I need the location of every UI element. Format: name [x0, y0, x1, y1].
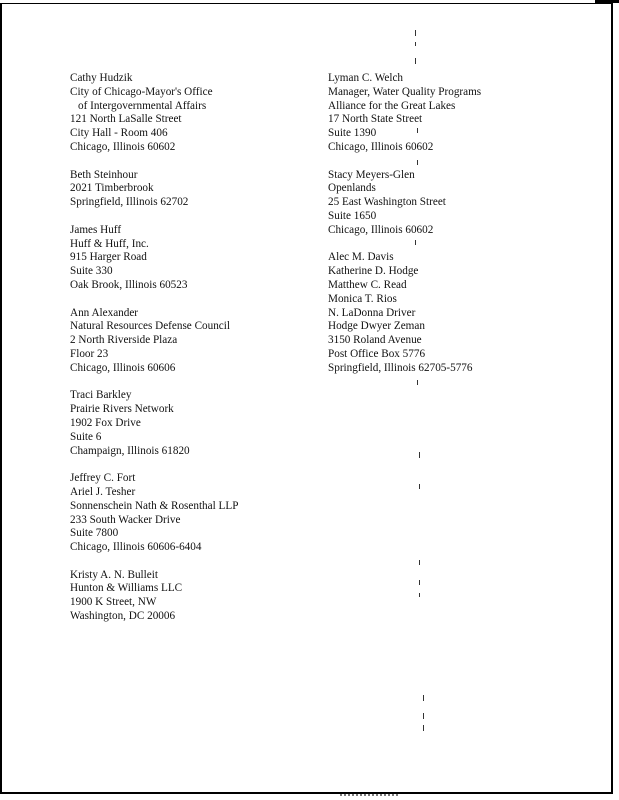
address-line: 2 North Riverside Plaza — [70, 334, 178, 347]
address-line: of Intergovernmental Affairs — [78, 99, 207, 112]
page-corner-mark — [595, 0, 619, 3]
address-line: Suite 6 — [70, 430, 102, 443]
address-line: Chicago, Illinois 60606-6404 — [70, 541, 202, 554]
address-block-hodge-dwyer-zeman — [328, 251, 578, 375]
address-line: Hodge Dwyer Zeman — [328, 320, 425, 333]
address-block-barkley — [70, 389, 310, 458]
address-line: Openlands — [328, 182, 376, 195]
address-line: Suite 330 — [70, 265, 113, 278]
address-line: Suite 7800 — [70, 527, 119, 540]
address-line: Hunton & Williams LLC — [70, 582, 183, 595]
address-line: 3150 Roland Avenue — [328, 334, 422, 347]
address-line: Champaign, Illinois 61820 — [70, 444, 190, 457]
address-line: Natural Resources Defense Council — [70, 320, 230, 333]
address-line: N. LaDonna Driver — [328, 306, 416, 319]
address-line: Oak Brook, Illinois 60523 — [70, 278, 188, 291]
address-line: Washington, DC 20006 — [70, 610, 176, 623]
scan-artifact-mark — [419, 580, 420, 585]
address-line: Chicago, Illinois 60602 — [328, 223, 434, 236]
address-line: City of Chicago-Mayor's Office — [70, 85, 213, 98]
address-block-steinhour — [70, 169, 310, 210]
address-block-alexander — [70, 307, 310, 376]
scan-artifact-mark — [415, 58, 416, 64]
address-line: City Hall - Room 406 — [70, 127, 168, 140]
address-block-huff — [70, 224, 310, 293]
scan-artifact-mark — [419, 452, 420, 458]
address-line: Springfield, Illinois 62702 — [70, 196, 189, 209]
address-line: Katherine D. Hodge — [328, 265, 419, 278]
address-line: James Huff — [70, 223, 122, 236]
scan-artifact-mark — [419, 560, 420, 565]
address-line: Springfield, Illinois 62705-5776 — [328, 361, 473, 374]
address-line: Chicago, Illinois 60606 — [70, 361, 176, 374]
address-block-meyers-glen — [328, 169, 578, 238]
address-line: Beth Steinhour — [70, 168, 138, 181]
scan-artifact-mark — [423, 725, 424, 731]
scan-artifact-mark — [417, 160, 418, 165]
scan-artifact-mark — [415, 30, 416, 36]
address-line: 1902 Fox Drive — [70, 416, 141, 429]
scan-artifact-mark — [415, 240, 416, 245]
address-line: Prairie Rivers Network — [70, 403, 174, 416]
address-line: Suite 1650 — [328, 209, 377, 222]
address-line: Matthew C. Read — [328, 278, 407, 291]
address-line: Floor 23 — [70, 347, 109, 360]
address-line: Jeffrey C. Fort — [70, 472, 136, 485]
scan-artifact-mark — [423, 713, 424, 719]
address-line: Suite 1390 — [328, 127, 377, 140]
right-address-column — [328, 72, 578, 389]
address-line: Post Office Box 5776 — [328, 347, 426, 360]
address-line: Sonnenschein Nath & Rosenthal LLP — [70, 499, 239, 512]
address-line: Alec M. Davis — [328, 251, 394, 264]
left-address-column — [70, 72, 310, 638]
address-line: Chicago, Illinois 60602 — [70, 140, 176, 153]
address-line: 233 South Wacker Drive — [70, 513, 181, 526]
address-block-hudzik — [70, 72, 310, 155]
scan-artifact-mark — [417, 128, 418, 133]
address-line: 915 Harger Road — [70, 251, 147, 264]
address-block-bulleit — [70, 569, 310, 624]
address-line: Traci Barkley — [70, 389, 132, 402]
scan-artifact-mark — [423, 695, 424, 701]
address-line: Chicago, Illinois 60602 — [328, 140, 434, 153]
scan-artifact-mark — [417, 380, 418, 385]
scan-artifact-mark — [419, 593, 420, 597]
address-line: Kristy A. N. Bulleit — [70, 568, 158, 581]
address-line: 121 North LaSalle Street — [70, 113, 182, 126]
address-line: Manager, Water Quality Programs — [328, 85, 482, 98]
address-line: 1900 K Street, NW — [70, 596, 157, 609]
address-line: Monica T. Rios — [328, 292, 397, 305]
scan-artifact-mark — [419, 484, 420, 489]
address-line: Stacy Meyers-Glen — [328, 168, 415, 181]
scan-artifact-footer — [340, 794, 400, 796]
address-block-fort-tesher — [70, 472, 310, 555]
address-line: Lyman C. Welch — [328, 72, 404, 84]
address-line: Alliance for the Great Lakes — [328, 99, 456, 112]
address-line: 25 East Washington Street — [328, 196, 446, 209]
address-line: 17 North State Street — [328, 113, 423, 126]
scan-artifact-mark — [415, 42, 416, 46]
address-line: Cathy Hudzik — [70, 72, 133, 84]
address-line: Ariel J. Tesher — [70, 485, 136, 498]
address-line: Ann Alexander — [70, 306, 139, 319]
address-block-welch — [328, 72, 578, 155]
address-line: Huff & Huff, Inc. — [70, 237, 149, 250]
address-line: 2021 Timberbrook — [70, 182, 154, 195]
